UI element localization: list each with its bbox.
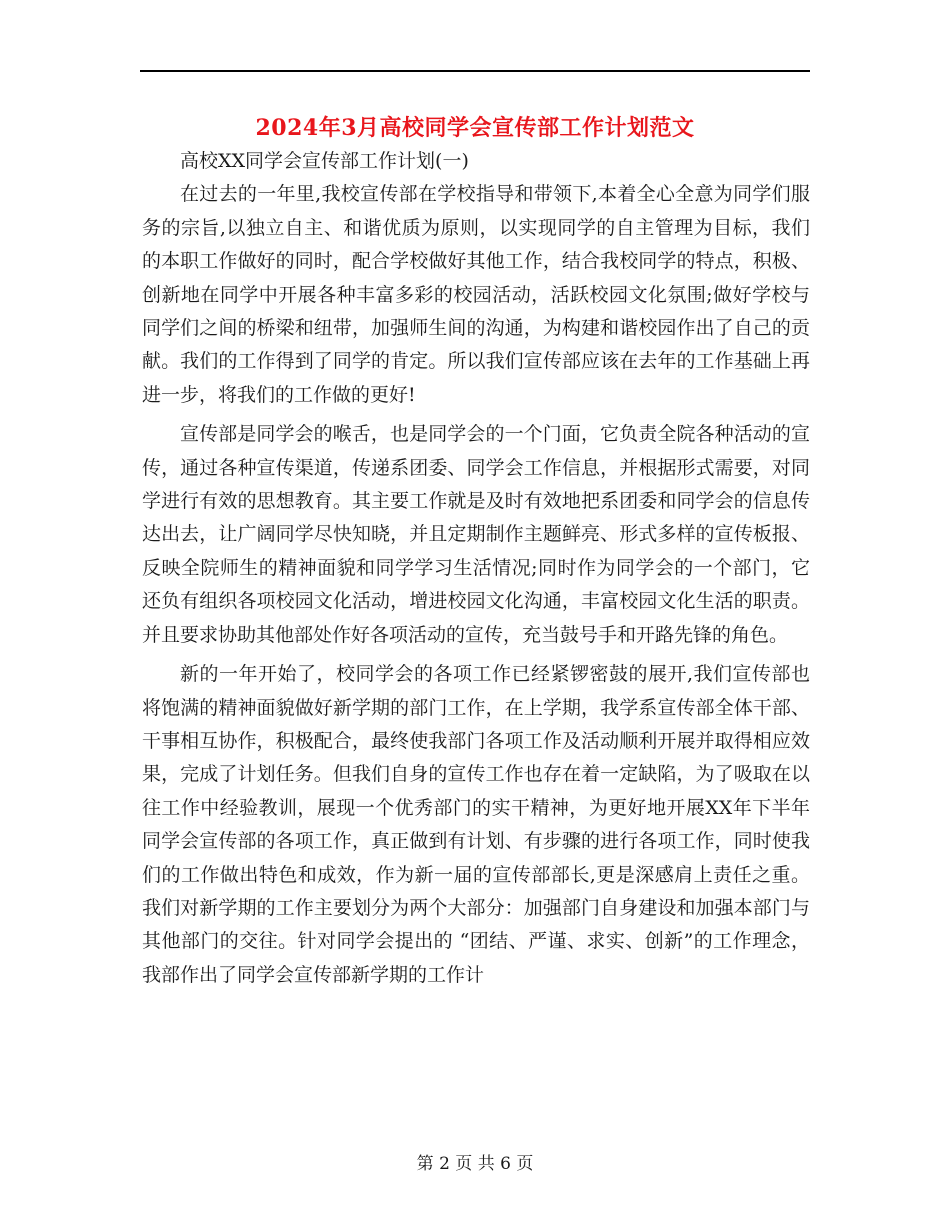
header-rule bbox=[140, 70, 810, 72]
document-body bbox=[142, 145, 810, 992]
paragraph-2: 宣传部是同学会的喉舌，也是同学会的一个门面，它负责全院各种活动的宣传，通过各种宣传渠道，传递系团委、同学会工作信息，并根据形式需要，对同学进行有效的思想教育。其主要工作就是及时有效地把系团委和同学会的信息传达出去，让广阔同学尽快知晓，并且定期制作主题鲜亮、形式多样的宣传板报、反映全院师生的精神面貌和同学学习生活情况;同时作为同学会的一个部门，它还负有组织各项校园文化活动，增进校园文化沟通，丰富校园文化生活的职责。并且要求协助其他部处作好各项活动的宣传，充当鼓号手和开路先锋的角色。 bbox=[142, 423, 810, 646]
section-heading: 高校XX同学会宣传部工作计划(一) bbox=[180, 150, 469, 172]
paragraph-1: 在过去的一年里,我校宣传部在学校指导和带领下,本着全心全意为同学们服务的宗旨,以独立自主、和谐优质为原则，以实现同学的自主管理为目标，我们的本职工作做好的同时，配合学校做好其他工作，结合我校同学的特点，积极、创新地在同学中开展各种丰富多彩的校园活动，活跃校园文化氛围;做好学校与同学们之间的桥梁和纽带，加强师生间的沟通，为构建和谐校园作出了自己的贡献。我们的工作得到了同学的肯定。所以我们宣传部应该在去年的工作基础上再进一步，将我们的工作做的更好! bbox=[142, 183, 810, 406]
paragraph-3: 新的一年开始了，校同学会的各项工作已经紧锣密鼓的展开,我们宣传部也将饱满的精神面貌做好新学期的部门工作，在上学期，我学系宣传部全体干部、干事相互协作，积极配合，最终使我部门各项工作及活动顺利开展并取得相应效果，完成了计划任务。但我们自身的宣传工作也存在着一定缺陷，为了吸取在以往工作中经验教训，展现一个优秀部门的实干精神，为更好地开展XX年下半年同学会宣传部的各项工作，真正做到有计划、有步骤的进行各项工作，同时使我们的工作做出特色和成效，作为新一届的宣传部部长,更是深感肩上责任之重。我们对新学期的工作主要划分为两个大部分：加强部门自身建设和加强本部门与其他部门的交往。针对同学会提出的 “团结、严谨、求实、创新”的工作理念，我部作出了同学会宣传部新学期的工作计 bbox=[142, 663, 810, 986]
page-number-footer: 第 2 页 共 6 页 bbox=[416, 1154, 534, 1174]
document-title: 2024年3月高校同学会宣传部工作计划范文 bbox=[255, 115, 695, 141]
